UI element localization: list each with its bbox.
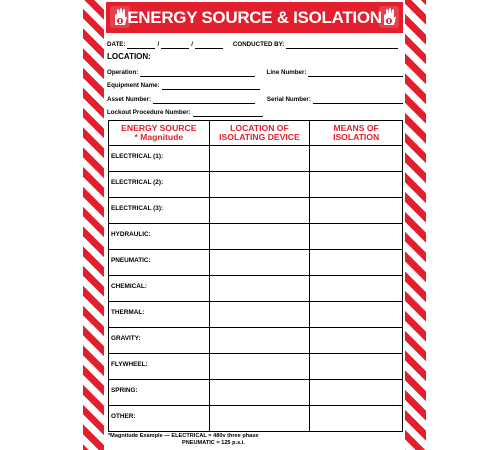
- date-separator: /: [191, 41, 193, 48]
- isolation-means-cell[interactable]: [310, 406, 403, 432]
- date-day-field[interactable]: [161, 43, 189, 49]
- isolation-means-cell[interactable]: [310, 198, 403, 224]
- asset-number-field[interactable]: [153, 98, 255, 104]
- lockout-procedure-label: Lockout Procedure Number:: [107, 109, 191, 116]
- lockout-procedure-row: [104, 107, 405, 117]
- energy-source-cell[interactable]: OTHER:: [109, 406, 210, 432]
- operation-row: [104, 67, 405, 77]
- energy-source-cell[interactable]: SPRING:: [109, 380, 210, 406]
- table-row: [109, 250, 403, 276]
- isolation-means-cell[interactable]: [310, 250, 403, 276]
- banner-title: ENERGY SOURCE & ISOLATION: [127, 7, 382, 27]
- isolation-means-cell[interactable]: [310, 380, 403, 406]
- isolating-device-location-cell[interactable]: [209, 276, 310, 302]
- isolating-device-location-cell[interactable]: [209, 380, 310, 406]
- equipment-name-label: Equipment Name:: [107, 82, 160, 89]
- lockout-hand-icon: [109, 5, 131, 29]
- footnote-line-1: *Magnitude Example — ELECTRICAL = 480v three phase: [108, 433, 259, 439]
- date-month-field[interactable]: [127, 43, 155, 49]
- equipment-name-field[interactable]: [162, 84, 260, 90]
- energy-source-cell[interactable]: ELECTRICAL (1):: [109, 146, 210, 172]
- conducted-by-field[interactable]: [286, 43, 398, 49]
- table-header-row: [109, 121, 403, 146]
- serial-number-label: Serial Number:: [266, 96, 311, 103]
- asset-number-label: Asset Number:: [107, 96, 152, 103]
- isolating-device-location-cell[interactable]: [209, 172, 310, 198]
- operation-field[interactable]: [140, 71, 254, 77]
- header-location-of-isolating-device: LOCATION OF ISOLATING DEVICE: [209, 121, 310, 146]
- date-label: DATE:: [107, 41, 126, 48]
- isolation-means-cell[interactable]: [310, 302, 403, 328]
- date-year-field[interactable]: [195, 43, 223, 49]
- date-separator: /: [157, 41, 160, 48]
- date-row: [104, 39, 405, 49]
- table-row: [109, 224, 403, 250]
- table-row: [109, 328, 403, 354]
- asset-row: [104, 94, 405, 104]
- table-row: [109, 146, 403, 172]
- isolating-device-location-cell[interactable]: [209, 354, 310, 380]
- location-label: LOCATION:: [107, 52, 151, 61]
- sign-panel: [104, 0, 405, 450]
- lockout-procedure-field[interactable]: [193, 111, 263, 117]
- footnote-line-2: PNEUMATIC = 125 p.s.i.: [182, 440, 245, 446]
- table-row: [109, 276, 403, 302]
- isolating-device-location-cell[interactable]: [209, 302, 310, 328]
- isolation-means-cell[interactable]: [310, 146, 403, 172]
- table-row: [109, 172, 403, 198]
- energy-source-cell[interactable]: ELECTRICAL (3):: [109, 198, 210, 224]
- energy-source-cell[interactable]: HYDRAULIC:: [109, 224, 210, 250]
- header-energy-source: ENERGY SOURCE * Magnitude: [109, 121, 210, 146]
- magnitude-footnote: [108, 433, 259, 446]
- energy-source-table: [108, 120, 403, 432]
- isolating-device-location-cell[interactable]: [209, 224, 310, 250]
- isolation-means-cell[interactable]: [310, 224, 403, 250]
- isolating-device-location-cell[interactable]: [209, 250, 310, 276]
- energy-source-cell[interactable]: THERMAL:: [109, 302, 210, 328]
- table-row: [109, 302, 403, 328]
- lockout-hand-icon: [378, 5, 400, 29]
- title-banner: [106, 2, 403, 33]
- safety-sign: [83, 0, 426, 450]
- isolating-device-location-cell[interactable]: [209, 198, 310, 224]
- line-number-label: Line Number:: [266, 69, 307, 76]
- energy-source-cell[interactable]: PNEUMATIC:: [109, 250, 210, 276]
- isolation-means-cell[interactable]: [310, 276, 403, 302]
- energy-source-cell[interactable]: ELECTRICAL (2):: [109, 172, 210, 198]
- isolation-means-cell[interactable]: [310, 328, 403, 354]
- operation-label: Operation:: [107, 69, 139, 76]
- isolation-means-cell[interactable]: [310, 354, 403, 380]
- table-row: [109, 354, 403, 380]
- isolating-device-location-cell[interactable]: [209, 406, 310, 432]
- header-means-of-isolation: MEANS OF ISOLATION: [310, 121, 403, 146]
- energy-source-cell[interactable]: CHEMICAL:: [109, 276, 210, 302]
- table-row: [109, 380, 403, 406]
- table-row: [109, 406, 403, 432]
- isolation-means-cell[interactable]: [310, 172, 403, 198]
- serial-number-field[interactable]: [313, 98, 403, 104]
- location-row: [104, 51, 405, 61]
- line-number-field[interactable]: [308, 71, 403, 77]
- equipment-row: [104, 80, 405, 90]
- isolating-device-location-cell[interactable]: [209, 146, 310, 172]
- energy-source-cell[interactable]: GRAVITY:: [109, 328, 210, 354]
- isolating-device-location-cell[interactable]: [209, 328, 310, 354]
- conducted-by-label: CONDUCTED BY:: [232, 41, 285, 48]
- table-row: [109, 198, 403, 224]
- energy-source-cell[interactable]: FLYWHEEL:: [109, 354, 210, 380]
